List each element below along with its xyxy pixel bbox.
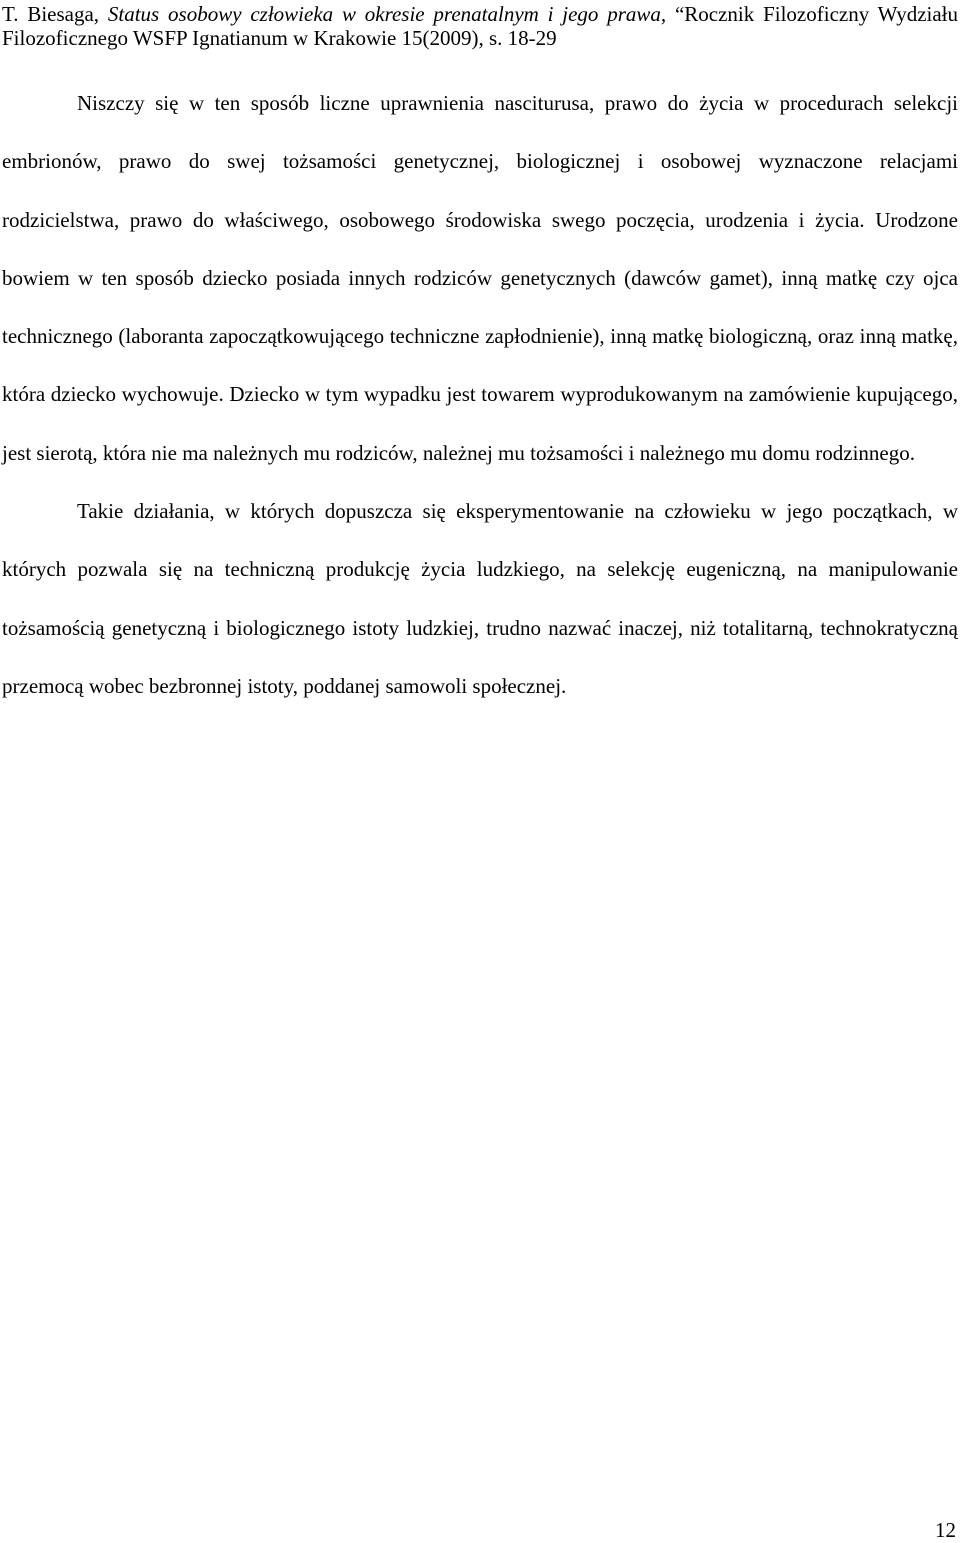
paragraph-2: Takie działania, w których dopuszcza się eksperymentowanie na człowieku w jego początkach, w których pozwala się na techniczną produkcję życia ludzkiego, na selekcję eugeniczną, na manipulowanie tożsamością genetyczną i biologicznego istoty ludzkiej, trudno nazwać inaczej, niż totalitarną, technokratyczną przemocą wobec bezbronnej istoty, poddanej samowoli społecznej. [2, 499, 958, 698]
page-number: 12 [935, 1518, 956, 1542]
main-text [2, 74, 958, 715]
header-source: “Rocznik Filozoficzny Wydziału Filozoficznego WSFP Ignatianum w Krakowie 15(2009), s. 18-29 [2, 2, 959, 50]
header-author: T. Biesaga, [2, 2, 108, 26]
paragraph-1: Niszczy się w ten sposób liczne uprawnienia nasciturusa, prawo do życia w procedurach selekcji embrionów, prawo do swej tożsamości genetycznej, biologicznej i osobowej wyznaczone relacjami rodzicielstwa, prawo do właściwego, osobowego środowiska swego poczęcia, urodzenia i życia. Urodzone bowiem w ten sposób dziecko posiada innych rodziców genetycznych (dawców gamet), inną matkę czy ojca technicznego (laboranta zapoczątkowującego techniczne zapłodnienie), inną matkę biologiczną, oraz inną matkę, która dziecko wychowuje. Dziecko w tym wypadku jest towarem wyprodukowanym na zamówienie kupującego, jest sierotą, która nie ma należnych mu rodziców, należnej mu tożsamości i należnego mu domu rodzinnego. [2, 91, 958, 465]
header-article-title: Status osobowy człowieka w okresie prenatalnym i jego prawa, [107, 2, 667, 26]
running-header [2, 2, 958, 50]
